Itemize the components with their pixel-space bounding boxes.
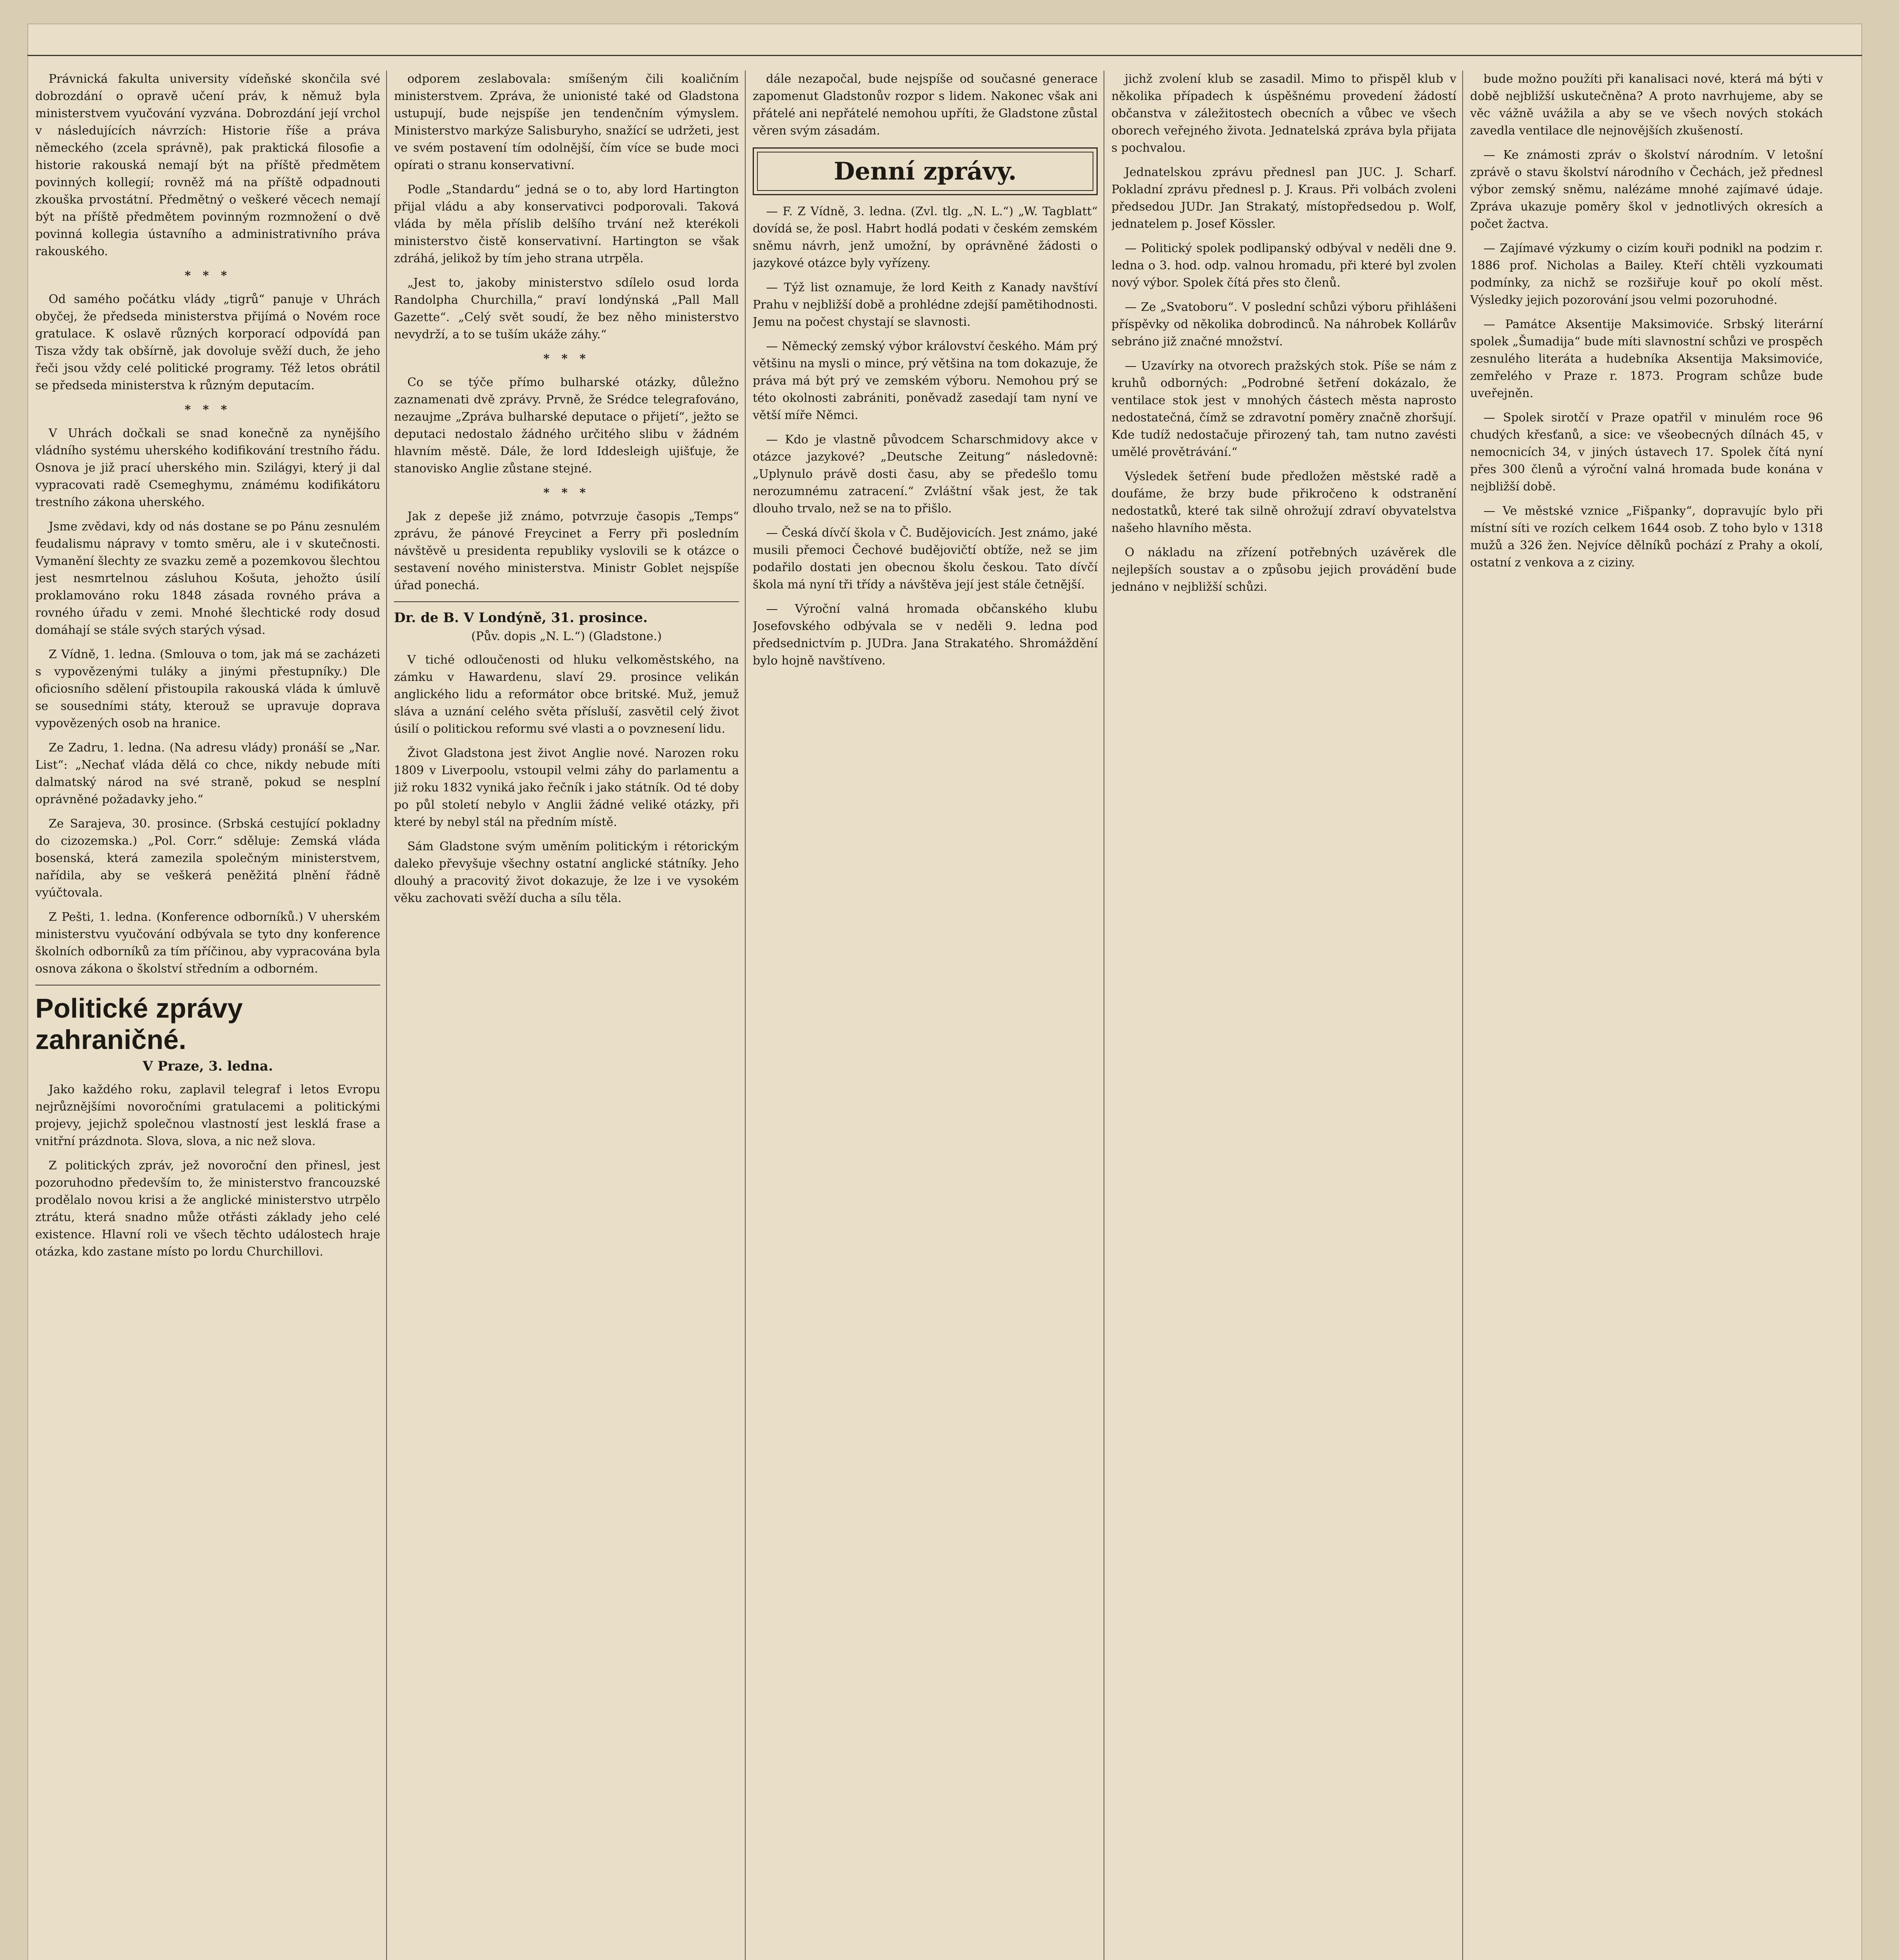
newspaper-page: [27, 24, 1862, 1960]
article-text: O nákladu na zřízení potřebných uzávěrek dle nejlepších soustav a o způsobu jejich provádění bude jednáno v nejbližší schůzi.: [1111, 546, 1456, 594]
article-text: jichž zvolení klub se zasadil. Mimo to přispěl klub v několika případech k úspěšnému provedení žádostí občanstva v záležitostech obecních a vůbec ve všech oborech veřejného života. Jednatelská zpráva byla přijata s pochvalou.: [1111, 72, 1456, 155]
article-text: dále nezapočal, bude nejspíše od současné generace zapomenut Gladstonův rozpor s lidem. Nakonec však ani přátelé ani nepřátelé nemohou upříti, že Gladstone zůstal věren svým zásadám.: [753, 72, 1098, 138]
article-text: Život Gladstona jest život Anglie nové. Narozen roku 1809 v Liverpoolu, vstoupil velmi záhy do parlamentu a již roku 1832 vyniká jako řečník i jako státník. Od té doby po půl století nebylo v Anglii žádné veliké otázky, při které by nebyl stál na předním místě.: [394, 746, 739, 829]
article-byline-source: (Pův. dopis „N. L.“) (Gladstone.): [471, 630, 662, 643]
column-rule: [386, 71, 387, 1960]
article-text: — Německý zemský výbor království českého. Mám prý většinu na mysli o mince, prý většina na tom dokazuje, že práva má být prý ve zemském výboru. Nemohou prý se této okolnosti zabrániti, poněvadž zasedají tam nyní ve větší míře Němci.: [753, 339, 1098, 422]
article-text: — Památce Aksentije Maksimoviće. Srbský literární spolek „Šumadija“ bude míti slavnostní schůzi ve prospěch zesnulého literáta a hudebníka Aksentija Maksimoviće, zemřelého v Praze r. 1873. Program schůze bude uveřejněn.: [1470, 318, 1823, 400]
article-text: Od samého počátku vlády „tigrů“ panuje v Uhrách obyčej, že předseda ministerstva přijímá o Novém roce gratulace. K oslavě různých korporací odpovídá pan Tisza vždy tak obšírně, jak dovoluje svěží duch, že jeho řeči jsou vždy celé politické programy. Též letos obrátil se předseda ministerstva k různým deputacím.: [35, 292, 380, 392]
article-text: Jako každého roku, zaplavil telegraf i letos Evropu nejrůznějšími novoročními gratulacemi a politickými projevy, jejichž společnou vlastností jest lesklá frase a vnitřní prázdnota. Slova, slova, a nic než slova.: [35, 1083, 380, 1148]
article-text: Jak z depeše již známo, potvrzuje časopis „Temps“ zprávu, že pánové Freycinet a Ferry při posledním návštěvě u presidenta republiky vyslovili se k otázce o sestavení nového ministerstva. Ministr Goblet nejspíše úřad ponechá.: [394, 510, 739, 592]
daily-news-heading-box: [753, 147, 1098, 195]
article-text: — Kdo je vlastně původcem Scharschmidovy akce v otázce jazykové? „Deutsche Zeitung“ následovně: „Uplynulo právě dosti času, aby se předešlo tomu nerozumnému zatracení.“ Zvláštní však jest, že tak dlouho trvalo, než se na to přišlo.: [753, 433, 1098, 515]
column-3: [753, 71, 1098, 1960]
article-text: V tiché odloučenosti od hluku velkoměstského, na zámku v Hawardenu, slaví 29. prosince velikán anglického lidu a reformátor obce britské. Muž, jemuž sláva a uznání celého světa přísluší, zasvětil celý život úsilí o politickou reformu své vlasti a o povznesení lidu.: [394, 653, 739, 736]
separator: * * *: [543, 352, 590, 366]
article-text: V Uhrách dočkali se snad konečně za nynějšího vládního systému uherského kodifikování trestního řádu. Osnova je již prací uherského min. Szilágyi, který ji dal vypracovati radě Csemeghymu, známému kodifikátoru trestního zákona uherského.: [35, 426, 380, 509]
separator: * * *: [543, 486, 590, 500]
separator: * * *: [185, 269, 231, 283]
column-2: [394, 71, 739, 1960]
article-text: odporem zeslabovala: smíšeným čili koaličním ministerstvem. Zpráva, že unionisté také od Gladstona ustupují, bude nejspíše jen tendenčním výmyslem. Ministerstvo markýze Salisburyho, snažící se udržeti, jest ve svém postavení tím odolnější, čím více se bude moci opírati o stranu konservativní.: [394, 72, 739, 172]
article-text: Jsme zvědavi, kdy od nás dostane se po Pánu zesnulém feudalismu nápravy v tomto směru, ale i v skutečnosti. Vymanění šlechty ze svazku země a pozemkovou šlechtou jest nesmrtelnou zásluhou Košuta, jehožto úsilí proklamováno roku 1848 zásada rovného práva a rovného úřadu v zemi. Mnohé šlechtické rody dosud domáhají se stále svých starých výsad.: [35, 520, 380, 637]
dateline: V Praze, 3. ledna.: [142, 1058, 273, 1074]
article-text: — F. Z Vídně, 3. ledna. (Zvl. tlg. „N. L.“) „W. Tagblatt“ dovídá se, že posl. Habrt hodlá podati v českém zemském sněmu návrh, jenž umožní, by oprávněné žádosti o jazykové otázce byly vyřízeny.: [753, 205, 1098, 270]
article-text: — Ve městské vznice „Fišpanky“, dopravujíc bylo při místní síti ve rozích celkem 1644 osob. Z toho bylo v 1318 mužů a 326 žen. Nejvíce dělníků pochází z Prahy a okolí, ostatní z venkova a z ciziny.: [1470, 504, 1823, 570]
article-text: Jednatelskou zprávu přednesl pan JUC. J. Scharf. Pokladní zprávu přednesl p. J. Kraus. Při volbách zvoleni předsedou JUDr. Jan Strakatý, místopředsedou p. Wolf, jednatelem p. Josef Kössler.: [1111, 165, 1456, 231]
article-text: Právnická fakulta university vídeňské skončila své dobrozdání o opravě učení práv, k němuž byla ministerstvem vyučování vyzvána. Dobrozdání její vrchol v následujících návrzích: Historie říše a práva německého (zcela správně), pak praktická filosofie a historie rakouská nemají být na příště předmětem povinných kollegií; rovněž má na příště odpadnouti zkouška prvostátní. Předmětný o veškeré věcech nemají být na příště předmětem povinným rozmnožení o dvě povinná kollegia ústavního a administrativního práva rakouského.: [35, 72, 380, 258]
top-rule: [27, 39, 1862, 56]
article-text: — Ke známosti zpráv o školství národním. V letošní zprávě o stavu školství národního v Čechách, jež přednesl výbor zemský sněmu, nalézáme mnohé zajímavé údaje. Zpráva ukazuje poměry škol v jednotlivých okresích a počet žactva.: [1470, 148, 1823, 231]
article-text: bude možno použíti při kanalisaci nové, která má býti v době nejbližší uskutečněna? A proto navrhujeme, aby se věc vážně uvážila a aby se ve všech nových stokách zavedla ventilace dle nejnovějších zkušeností.: [1470, 72, 1823, 138]
section-heading-foreign-news: Politické zprávy zahraničné.: [35, 993, 243, 1055]
article-text: Ze Zadru, 1. ledna. (Na adresu vlády) pronáší se „Nar. List“: „Nechať vláda dělá co chce, nikdy nebude míti dalmatský národ na své straně, pokud se nesplní oprávněné požadavky jeho.“: [35, 741, 380, 806]
column-4: [1111, 71, 1456, 1960]
daily-news-heading: Denní zprávy.: [757, 152, 1093, 191]
article-text: Z politických zpráv, jež novoroční den přinesl, jest pozoruhodno především to, že ministerstvo francouzské prodělalo novou krisi a že anglické ministerstvo utrpělo ztrátu, která snadno může otřásti základy jeho celé existence. Hlavní roli ve všech těchto událostech hraje otázka, kdo zastane místo po lordu Churchillovi.: [35, 1159, 380, 1259]
article-text: — Výroční valná hromada občanského klubu Josefovského odbývala se v neděli 9. ledna pod předsednictvím p. JUDra. Jana Strakatého. Shromáždění bylo hojně navštíveno.: [753, 602, 1098, 668]
article-text: „Jest to, jakoby ministerstvo sdílelo osud lorda Randolpha Churchilla,“ praví londýnská „Pall Mall Gazette“. „Celý svět soudí, že bez něho ministerstvo nevydrží, a to se tuším ukáže záhy.“: [394, 276, 739, 341]
column-rule: [745, 71, 746, 1960]
separator: * * *: [185, 403, 231, 417]
column-5: [1470, 71, 1823, 1960]
article-text: Z Vídně, 1. ledna. (Smlouva o tom, jak má se zacházeti s vypovězenými tuláky a jinými přestupníky.) Dle oficiosního sdělení přistoupila rakouská vláda k úmluvě se sousedními státy, kterouž se upravuje doprava vypovězených osob na hranice.: [35, 648, 380, 730]
article-text: — Ze „Svatoboru“. V poslední schůzi výboru přihlášeni příspěvky od několika dobrodinců. Na náhrobek Kollárův sebráno již značné množství.: [1111, 300, 1456, 348]
article-byline: Dr. de B. V Londýně, 31. prosince.: [394, 610, 648, 626]
article-text: Z Pešti, 1. ledna. (Konference odborníků.) V uherském ministerstvu vyučování odbývala se tyto dny konference školních odborníků za tím příčinou, aby vypracována byla osnova zákona o školství středním a odborném.: [35, 910, 380, 976]
column-1: [35, 71, 380, 1960]
article-text: Sám Gladstone svým uměním politickým i rétorickým daleko převyšuje všechny ostatní anglické státníky. Jeho dlouhý a pracovitý život dokazuje, že lze i ve vysokém věku zachovati svěží ducha a sílu těla.: [394, 840, 739, 905]
article-text: Podle „Standardu“ jedná se o to, aby lord Hartington přijal vládu a aby konservativci podporovali. Taková vláda by měla příslib delšího trvání než kterékoli ministerstvo čistě konservativní. Hartington se však zdráhá, jelikož by tím jeho strana utrpěla.: [394, 183, 739, 265]
divider: [394, 601, 739, 602]
article-text: Co se týče přímo bulharské otázky, důležno zaznamenati dvě zprávy. Prvně, že Srédce telegrafováno, nezaujme „Zpráva bulharské deputace o přijetí“, ježto se deputaci nedostalo žádného určitého slibu v žádném hlavním městě. Dále, že lord Iddesleigh ujišťuje, že stanovisko Anglie zůstane stejné.: [394, 376, 739, 475]
article-text: Ze Sarajeva, 30. prosince. (Srbská cestující pokladny do cizozemska.) „Pol. Corr.“ sděluje: Zemská vláda bosenská, která zamezila společným ministerstvem, nařídila, aby se veškerá peněžitá plnění řádně vyúčtovala.: [35, 817, 380, 900]
article-text: — Uzavírky na otvorech pražských stok. Píše se nám z kruhů odborných: „Podrobné šetření dokázalo, že ventilace stok jest v mnohých částech města naprosto nedostatečná, čímž se zdravotní poměry značně zhoršují. Kde tudíž nedostačuje přirozený tah, tam nutno zavésti umělé provětrávání.“: [1111, 359, 1456, 459]
article-text: — Spolek sirotčí v Praze opatřil v minulém roce 96 chudých křesťanů, a sice: ve všeobecných dílnách 45, v nemocnicích 34, v jiných ústavech 17. Spolek čítá nyní přes 300 členů a výroční valná hromada bude konána v nejbližší době.: [1470, 411, 1823, 494]
article-text: Výsledek šetření bude předložen městské radě a doufáme, že brzy bude přikročeno k odstranění nedostatků, které tak silně ohrožují zdraví obyvatelstva našeho hlavního města.: [1111, 470, 1456, 535]
article-text: — Týž list oznamuje, že lord Keith z Kanady navštíví Prahu v nejbližší době a prohlédne zdejší pamětihodnosti. Jemu na počest chystají se slavnosti.: [753, 281, 1098, 329]
article-text: — Politický spolek podlipanský odbýval v neděli dne 9. ledna o 3. hod. odp. valnou hromadu, při které byl zvolen nový výbor. Spolek čítá přes sto členů.: [1111, 241, 1456, 290]
column-rule: [1462, 71, 1463, 1960]
article-text: — Zajímavé výzkumy o cizím kouři podnikl na podzim r. 1886 prof. Nicholas a Bailey. Kteří chtěli vyzkoumati podmínky, za nichž se rozšiřuje kouř po okolí měst. Výsledky jejich pozorování jsou velmi pozoruhodné.: [1470, 241, 1823, 307]
article-text: — Česká dívčí škola v Č. Budějovicích. Jest známo, jaké musili přemoci Čechové budějovičtí obtíže, než se jim podařilo dostati jen obecnou školu českou. Tato dívčí škola má nyní tři třídy a návštěva její jest stále četnější.: [753, 526, 1098, 592]
